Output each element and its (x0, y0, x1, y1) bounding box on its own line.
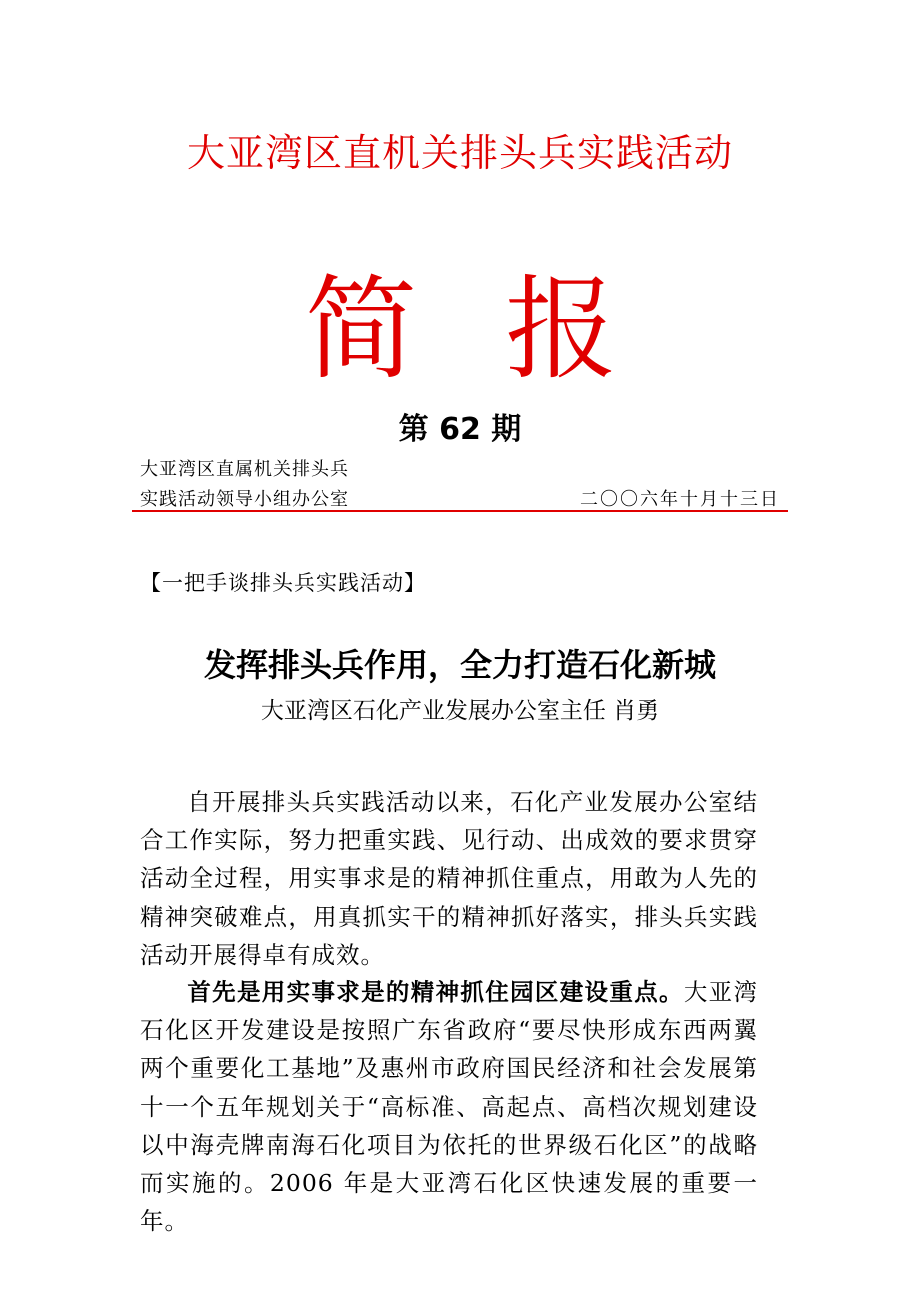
article-title: 发挥排头兵作用，全力打造石化新城 (203, 646, 716, 684)
issuing-org-line2: 实践活动领导小组办公室 (140, 489, 349, 510)
article-paragraph-1 (140, 783, 758, 974)
header-divider (132, 510, 788, 512)
article-byline: 大亚湾区石化产业发展办公室主任 肖勇 (260, 698, 660, 724)
bulletin-header-title: 大亚湾区直机关排头兵实践活动 (186, 131, 733, 175)
masthead (0, 240, 920, 395)
article-paragraph-2 (140, 973, 758, 1240)
issue-number: 第 62 期 (398, 412, 522, 447)
paragraph-2-text: 大亚湾石化区开发建设是按照广东省政府“要尽快形成东西两翼两个重要化工基地”及惠州市政府国民经济和社会发展第十一个五年规划关于“高标准、高起点、高档次规划建设以中海壳牌南海石化项目为依托的世界级石化区”的战略而实施的。2006 年是大亚湾石化区快速发展的重要一年。 (140, 978, 759, 1236)
paragraph-1-text: 自开展排头兵实践活动以来，石化产业发展办公室结合工作实际，努力把重实践、见行动、出成效的要求贯穿活动全过程，用实事求是的精神抓住重点，用敢为人先的精神突破难点，用真抓实干的精神抓好落实，排头兵实践活动开展得卓有成效。 (140, 788, 758, 969)
masthead-char-bao: 报 (505, 265, 617, 395)
column-tag: 【一把手谈排头兵实践活动】 (140, 571, 426, 595)
issue-date: 二〇〇六年十月十三日 (580, 489, 780, 510)
masthead-char-jian: 简 (305, 265, 417, 395)
issuing-org-line1: 大亚湾区直属机关排头兵 (140, 459, 349, 480)
paragraph-2-lead: 首先是用实事求是的精神抓住园区建设重点。 (187, 978, 684, 1006)
